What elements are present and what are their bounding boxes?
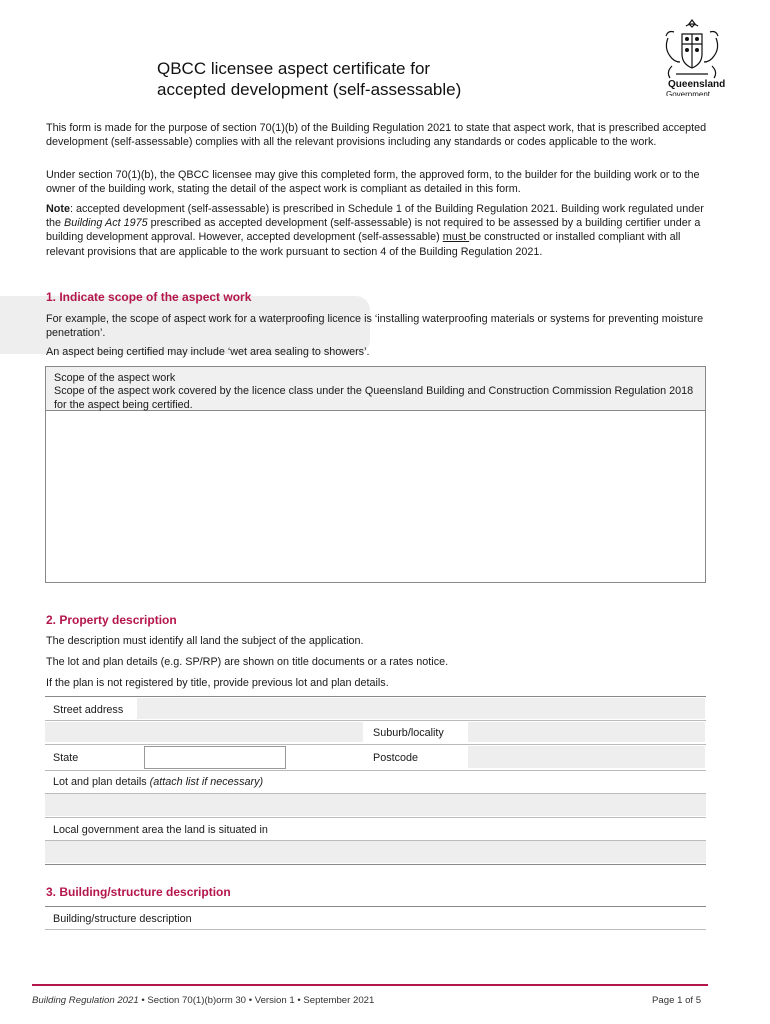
intro-paragraph-1: This form is made for the purpose of section 70(1)(b) of the Building Regulation 2021 to state that aspect work, that is prescribed accepted development (self-assessable) complies with all the relevant provisions including any standards or codes applicable to the work. <box>46 122 707 149</box>
intro-note <box>46 202 710 259</box>
title-line-1: QBCC licensee aspect certificate for <box>157 59 431 78</box>
section-2-paragraph-1: The description must identify all land the subject of the application. <box>46 635 364 647</box>
note-act-name: Building Act 1975 <box>64 217 148 230</box>
lot-plan-label <box>53 776 263 788</box>
property-table-bottom-border <box>45 864 706 865</box>
page-title <box>157 58 577 100</box>
scope-of-work-input[interactable] <box>47 412 706 582</box>
footer-regulation-name: Building Regulation 2021 <box>32 995 139 1006</box>
row-divider <box>45 720 706 721</box>
section-2-paragraph-2: The lot and plan details (e.g. SP/RP) are shown on title documents or a rates notice. <box>46 656 449 668</box>
postcode-input[interactable] <box>468 746 705 768</box>
row-divider <box>45 770 706 771</box>
street-address-line-2-input[interactable] <box>45 722 363 742</box>
page-number: Page 1 of 5 <box>652 995 702 1006</box>
section-3-heading: 3. Building/structure description <box>46 885 231 899</box>
intro-paragraph-2: Under section 70(1)(b), the QBCC licensee may give this completed form, the approved form, to the builder for the building work or to the owner of the building work, stating the detail of the aspect work is compliant as detailed in this form. <box>46 169 700 196</box>
row-divider <box>45 744 706 745</box>
postcode-label: Postcode <box>373 752 419 764</box>
lga-input[interactable] <box>45 841 706 863</box>
logo-subtext: Government <box>666 90 711 96</box>
building-table-top-border <box>45 906 706 907</box>
street-address-input[interactable] <box>137 698 705 719</box>
state-input[interactable] <box>144 746 286 769</box>
suburb-input[interactable] <box>468 722 705 742</box>
state-label: State <box>53 752 79 764</box>
footer-divider <box>32 984 708 986</box>
building-description-label: Building/structure description <box>53 913 192 925</box>
section-1-heading: 1. Indicate scope of the aspect work <box>46 290 252 304</box>
scope-of-work-header <box>46 367 705 411</box>
scope-of-work-box <box>45 366 706 583</box>
lga-label: Local government area the land is situated in <box>53 824 268 836</box>
property-table-top-border <box>45 696 706 697</box>
note-label: Note <box>46 203 70 215</box>
note-text-2: prescribed as accepted development (self-assessable) is not required to be assessed by a building certifier under a building development approval. However, accepted development (self-assessable) <box>46 217 701 244</box>
section-1-paragraph-1: For example, the scope of aspect work for a waterproofing licence is ‘installing waterproofing materials or systems for preventing moisture penetration’. <box>46 313 704 340</box>
scope-label-description: Scope of the aspect work covered by the licence class under the Queensland Building and Construction Commission Regulation 2018 for the aspect being certified. <box>54 385 694 411</box>
row-divider <box>45 817 706 818</box>
lot-plan-input[interactable] <box>45 794 706 816</box>
section-2-heading: 2. Property description <box>46 613 177 627</box>
lot-plan-label-text: Lot and plan details <box>53 776 150 788</box>
footer-form-version: • Section 70(1)(b)orm 30 • Version 1 • September 2021 <box>138 995 375 1006</box>
street-address-label: Street address <box>53 704 124 716</box>
note-text-1: : accepted development (self-assessable) is prescribed in Schedule 1 of the Building Regulation 2021. Building work regulated under the <box>46 203 704 230</box>
footer-document-info <box>32 995 374 1006</box>
logo-wordmark: Queensland <box>668 79 726 90</box>
section-2-paragraph-3: If the plan is not registered by title, provide previous lot and plan details. <box>46 677 389 689</box>
lot-plan-hint: (attach list if necessary) <box>149 776 264 788</box>
section-1-paragraph-2: An aspect being certified may include ‘wet area sealing to showers’. <box>46 346 370 358</box>
building-description-input[interactable] <box>45 930 706 976</box>
scope-of-work-label <box>54 372 697 412</box>
note-must: must <box>442 231 470 244</box>
title-line-2: accepted development (self-assessable) <box>157 80 462 99</box>
note-text-3: be constructed or installed compliant with all relevant provisions that are applicable to the work pursuant to section 4 of the Building Regulation 2021. <box>46 231 681 258</box>
suburb-label: Suburb/locality <box>373 727 444 739</box>
scope-label-title: Scope of the aspect work <box>54 372 176 384</box>
